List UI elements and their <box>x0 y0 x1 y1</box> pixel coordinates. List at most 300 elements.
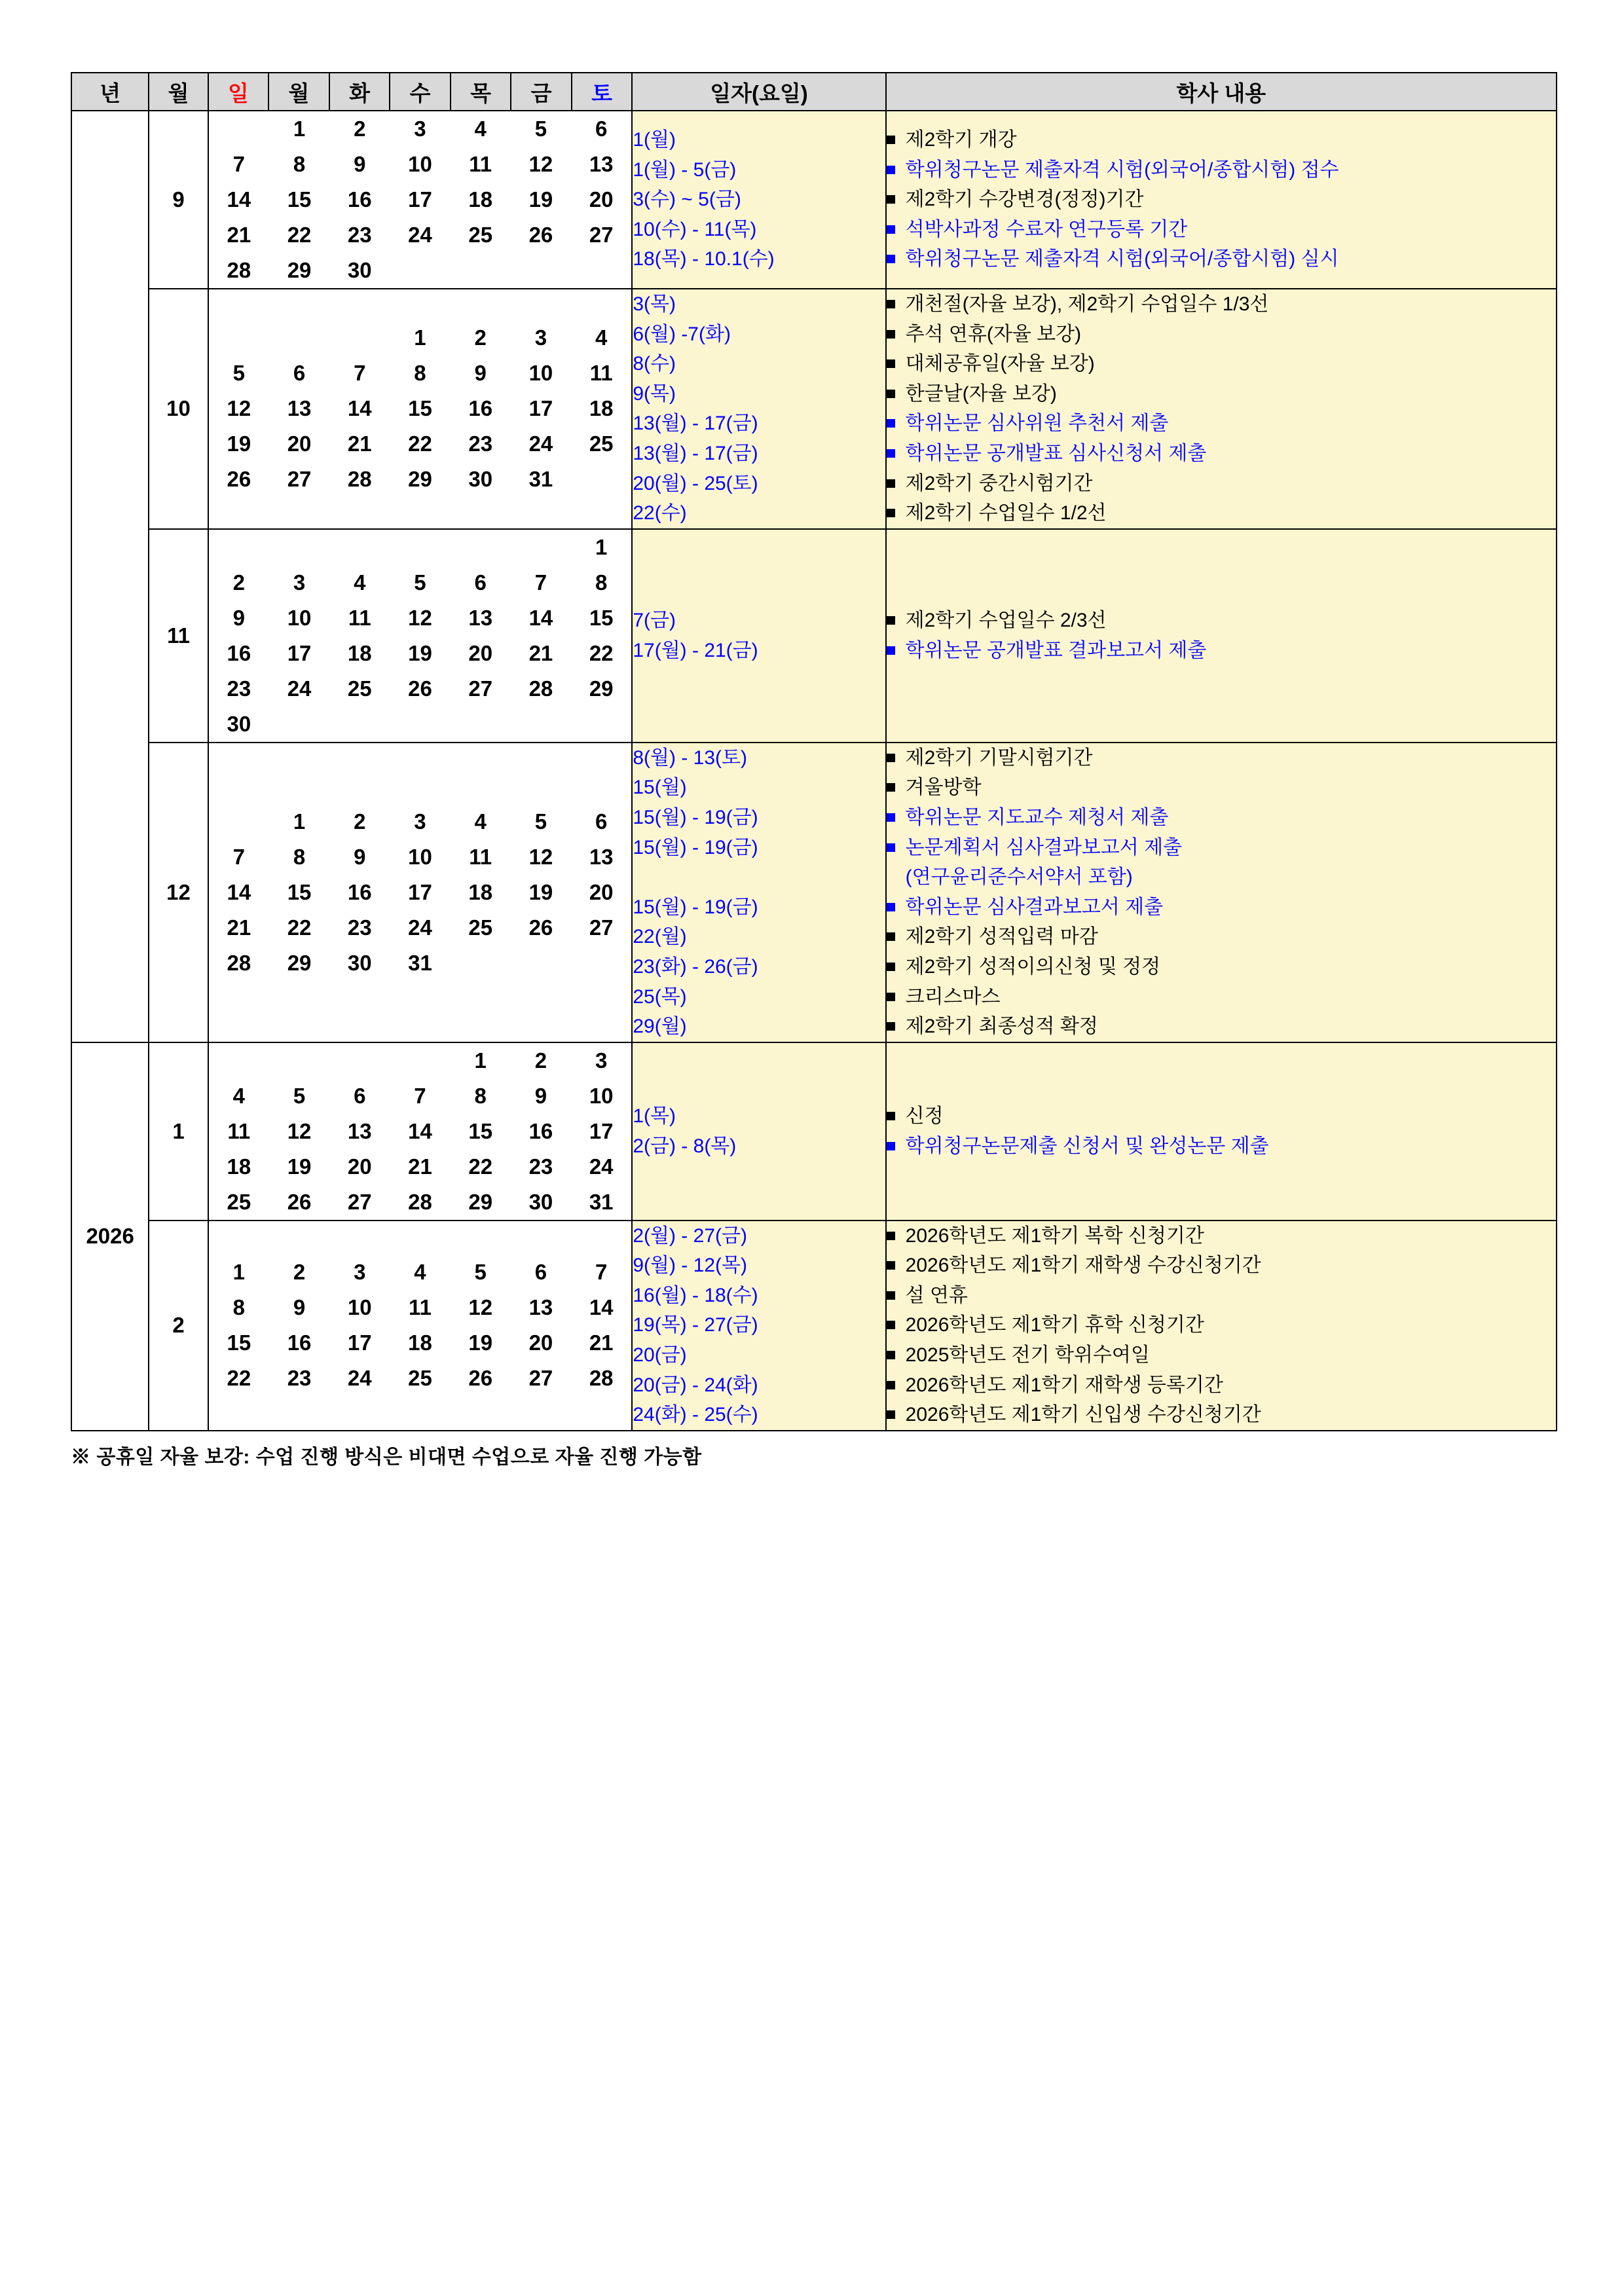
footnote: ※ 공휴일 자율 보강: 수업 진행 방식은 비대면 수업으로 자율 진행 가능함 <box>71 1446 702 1468</box>
day-cell: 23 <box>227 676 251 701</box>
month-day-grid <box>208 111 633 289</box>
content-item <box>887 952 1556 982</box>
day-cell: 29 <box>468 1189 493 1214</box>
day-cell: 5 <box>414 570 426 595</box>
day-cell-empty <box>269 530 329 565</box>
content-item <box>887 833 1556 863</box>
day-cell: 29 <box>408 467 432 492</box>
header-weekday-thu: 목 <box>451 73 511 111</box>
day-cell-empty <box>209 1043 269 1078</box>
day-cell: 2 <box>534 1048 547 1073</box>
day-cell: 18 <box>227 1154 251 1179</box>
day-cell: 25 <box>408 1366 432 1391</box>
square-bullet-icon <box>887 1261 895 1270</box>
square-bullet-icon <box>887 1022 895 1031</box>
content-item <box>887 743 1556 773</box>
day-cell: 10 <box>408 844 432 869</box>
week-row <box>209 671 632 707</box>
day-cell: 24 <box>528 431 553 456</box>
content-item-label: 제2학기 수업일수 1/2선 <box>905 502 1107 524</box>
day-cell: 15 <box>408 396 432 421</box>
content-item-label: 제2학기 성적입력 마감 <box>905 926 1098 948</box>
day-cell-empty <box>451 707 511 742</box>
content-item-label: 2026학년도 제1학기 재학생 수강신청기간 <box>905 1255 1261 1277</box>
day-cell: 18 <box>589 396 614 421</box>
date-item: 3(수) ~ 5(금) <box>633 189 741 211</box>
day-cell: 19 <box>408 640 432 665</box>
date-item: 18(목) - 10.1(수) <box>633 248 775 270</box>
header-year: 년 <box>71 73 149 111</box>
square-bullet-icon <box>887 813 895 822</box>
date-list-cell <box>632 111 885 289</box>
content-item <box>887 185 1556 215</box>
content-item <box>887 922 1556 952</box>
date-item: 20(금) - 24(화) <box>633 1374 758 1396</box>
day-cell: 22 <box>468 1154 493 1179</box>
square-bullet-icon <box>887 1381 895 1389</box>
content-item-label: 대체공휴일(자율 보강) <box>905 353 1095 375</box>
square-bullet-icon <box>887 646 895 655</box>
week-row <box>209 217 632 253</box>
day-cell: 25 <box>468 915 493 940</box>
day-cell-empty <box>329 320 390 356</box>
month-cell: 2 <box>149 1221 208 1431</box>
day-cell: 1 <box>474 1048 487 1073</box>
square-bullet-icon <box>887 1112 895 1120</box>
content-item <box>887 1340 1556 1370</box>
day-cell: 10 <box>528 361 553 386</box>
date-item: 3(목) <box>633 293 676 315</box>
date-item: 20(월) - 25(토) <box>633 472 758 494</box>
day-cell: 3 <box>534 325 547 350</box>
day-cell: 6 <box>595 809 608 834</box>
day-cell: 23 <box>468 431 493 456</box>
content-item <box>887 606 1556 636</box>
month-row <box>71 1042 1557 1221</box>
day-cell-empty <box>571 253 631 288</box>
day-cell: 21 <box>408 1154 432 1179</box>
table-header <box>71 73 1557 111</box>
header-month: 월 <box>149 73 208 111</box>
day-cell: 13 <box>528 1295 553 1320</box>
day-cell-empty <box>511 707 571 742</box>
content-item <box>887 155 1556 185</box>
date-item: 2(금) - 8(목) <box>633 1135 737 1157</box>
day-cell: 1 <box>414 325 426 350</box>
year-cell: 2026 <box>71 1042 149 1431</box>
content-item-label: 학위논문 지도교수 제청서 제출 <box>905 806 1169 828</box>
month-row <box>71 1221 1557 1431</box>
day-cell: 10 <box>287 605 312 630</box>
square-bullet-icon <box>887 963 895 971</box>
day-cell: 23 <box>347 223 372 247</box>
date-item: 9(월) - 12(목) <box>633 1255 747 1277</box>
content-item-label: 제2학기 최종성적 확정 <box>905 1016 1098 1038</box>
content-item <box>887 1221 1556 1251</box>
day-cell: 5 <box>293 1083 306 1108</box>
day-cell: 12 <box>468 1295 493 1320</box>
day-cell: 30 <box>468 467 493 492</box>
day-cell: 3 <box>414 809 426 834</box>
day-cell: 18 <box>408 1331 432 1355</box>
day-cell: 3 <box>354 1260 366 1285</box>
content-item-label: 2025학년도 전기 학위수여일 <box>905 1344 1150 1367</box>
day-cell: 15 <box>227 1331 251 1355</box>
day-cell: 12 <box>227 396 251 421</box>
date-item: 23(화) - 26(금) <box>633 955 758 978</box>
week-row <box>209 462 632 497</box>
content-item-label: 학위논문 심사위원 추천서 제출 <box>905 413 1169 435</box>
date-item: 16(월) - 18(수) <box>633 1284 758 1306</box>
date-item: 1(목) <box>633 1105 676 1128</box>
week-row <box>209 910 632 946</box>
date-list-cell <box>632 289 885 529</box>
day-cell: 16 <box>347 187 372 211</box>
day-cell: 3 <box>414 117 426 141</box>
day-cell: 28 <box>227 950 251 975</box>
week-row <box>209 1325 632 1361</box>
day-cell: 19 <box>227 431 251 456</box>
week-row <box>209 565 632 600</box>
day-cell: 26 <box>287 1189 312 1214</box>
week-row <box>209 1361 632 1396</box>
day-cell: 13 <box>287 396 312 421</box>
day-cell: 26 <box>227 467 251 492</box>
content-item-label: 겨울방학 <box>905 777 982 799</box>
day-cell: 21 <box>227 223 251 247</box>
day-cell: 4 <box>232 1083 245 1108</box>
day-cell: 28 <box>528 676 553 701</box>
date-item: 15(월) - 19(금) <box>633 806 758 828</box>
month-row <box>71 111 1557 289</box>
date-item: 8(월) - 13(토) <box>633 746 747 769</box>
day-cell: 20 <box>347 1154 372 1179</box>
content-item-label: 제2학기 성적이의신청 및 정정 <box>905 955 1161 978</box>
content-item <box>887 1400 1556 1430</box>
week-row <box>209 530 632 565</box>
day-cell: 10 <box>347 1295 372 1320</box>
header-weekday-wed: 수 <box>390 73 451 111</box>
day-cell: 5 <box>534 117 547 141</box>
date-item: 6(월) -7(화) <box>633 323 731 345</box>
week-row <box>209 253 632 288</box>
week-row <box>209 111 632 147</box>
square-bullet-icon <box>887 1410 895 1419</box>
day-cell: 24 <box>408 915 432 940</box>
day-cell: 20 <box>528 1331 553 1355</box>
content-item-label: 추석 연휴(자율 보강) <box>905 323 1082 345</box>
header-weekday-fri: 금 <box>511 73 572 111</box>
month-cell: 11 <box>149 529 208 743</box>
day-cell: 24 <box>287 676 312 701</box>
content-item-label: 제2학기 개강 <box>905 129 1017 151</box>
day-cell: 14 <box>408 1118 432 1143</box>
content-item-label: 학위청구논문 제출자격 시험(외국어/종합시험) 접수 <box>905 158 1339 181</box>
day-cell: 6 <box>354 1083 366 1108</box>
day-cell: 17 <box>528 396 553 421</box>
week-row <box>209 391 632 426</box>
day-cell: 3 <box>293 570 306 595</box>
day-cell: 7 <box>534 570 547 595</box>
week-row <box>209 426 632 462</box>
day-cell: 4 <box>474 809 487 834</box>
header-weekday-sat: 토 <box>572 73 633 111</box>
content-item-label: 설 연휴 <box>905 1284 968 1306</box>
week-row <box>209 356 632 391</box>
square-bullet-icon <box>887 783 895 792</box>
content-item <box>887 379 1556 409</box>
day-cell: 22 <box>227 1366 251 1391</box>
day-cell: 15 <box>468 1118 493 1143</box>
date-item: 8(수) <box>633 353 676 375</box>
day-cell: 7 <box>232 844 245 869</box>
day-cell: 22 <box>408 431 432 456</box>
day-cell: 14 <box>227 879 251 904</box>
square-bullet-icon <box>887 330 895 339</box>
day-cell-empty <box>390 707 450 742</box>
academic-calendar-table <box>71 72 1557 1431</box>
day-cell: 26 <box>468 1366 493 1391</box>
content-item <box>887 1012 1556 1042</box>
day-cell: 26 <box>528 915 553 940</box>
content-list-cell <box>886 111 1557 289</box>
month-cell: 9 <box>149 111 208 289</box>
day-cell: 28 <box>408 1189 432 1214</box>
day-cell: 2 <box>354 809 366 834</box>
day-cell: 1 <box>293 809 306 834</box>
week-row <box>209 600 632 636</box>
date-item: 19(목) - 27(금) <box>633 1314 758 1336</box>
day-cell: 9 <box>232 605 245 630</box>
content-item-label: 학위청구논문제출 신청서 및 완성논문 제출 <box>905 1135 1269 1157</box>
content-item <box>887 215 1556 245</box>
day-cell-empty <box>451 530 511 565</box>
day-cell: 30 <box>528 1189 553 1214</box>
day-cell: 2 <box>293 1260 306 1285</box>
header-weekday-tue: 화 <box>329 73 390 111</box>
day-cell: 9 <box>354 152 366 176</box>
day-cell: 16 <box>347 879 372 904</box>
week-row <box>209 839 632 875</box>
week-row <box>209 147 632 182</box>
week-row <box>209 1149 632 1184</box>
date-item: 15(월) - 19(금) <box>633 896 758 918</box>
content-item-label: 제2학기 수강변경(정정)기간 <box>905 189 1144 211</box>
date-item: 22(월) <box>633 926 687 948</box>
day-cell: 14 <box>528 605 553 630</box>
day-cell: 8 <box>595 570 608 595</box>
day-cell: 18 <box>347 640 372 665</box>
date-item: 25(목) <box>633 985 687 1008</box>
day-cell: 12 <box>408 605 432 630</box>
day-cell: 11 <box>469 844 492 869</box>
day-cell: 1 <box>293 117 306 141</box>
square-bullet-icon <box>887 225 895 234</box>
day-cell: 21 <box>227 915 251 940</box>
content-item-label: 제2학기 수업일수 2/3선 <box>905 610 1107 632</box>
square-bullet-icon <box>887 449 895 458</box>
week-row <box>209 1184 632 1220</box>
day-cell: 22 <box>287 915 312 940</box>
day-cell: 14 <box>227 187 251 211</box>
day-cell: 5 <box>232 361 245 386</box>
day-cell: 18 <box>468 187 493 211</box>
date-list-cell <box>632 1042 885 1221</box>
content-item <box>887 1251 1556 1281</box>
day-cell: 31 <box>408 950 432 975</box>
day-cell: 27 <box>468 676 493 701</box>
date-item: 20(금) <box>633 1344 687 1367</box>
date-item: 9(목) <box>633 382 676 405</box>
day-cell-empty <box>269 1043 329 1078</box>
day-cell: 16 <box>227 640 251 665</box>
square-bullet-icon <box>887 1142 895 1150</box>
day-cell: 20 <box>287 431 312 456</box>
content-list-cell <box>886 529 1557 743</box>
day-cell: 15 <box>287 879 312 904</box>
day-cell: 4 <box>354 570 366 595</box>
day-cell: 23 <box>528 1154 553 1179</box>
day-cell: 16 <box>287 1331 312 1355</box>
month-row <box>71 743 1557 1042</box>
day-cell-empty <box>571 462 631 497</box>
header-weekday-mon: 월 <box>268 73 329 111</box>
header-weekday-sun: 일 <box>208 73 269 111</box>
square-bullet-icon <box>887 166 895 174</box>
content-item <box>887 320 1556 350</box>
week-row <box>209 1290 632 1325</box>
week-row <box>209 707 632 742</box>
content-item <box>887 1101 1556 1131</box>
day-cell: 20 <box>468 640 493 665</box>
day-cell: 11 <box>348 605 371 630</box>
day-cell: 14 <box>347 396 372 421</box>
square-bullet-icon <box>887 843 895 852</box>
day-cell-empty <box>209 530 269 565</box>
day-cell: 6 <box>474 570 487 595</box>
day-cell: 7 <box>354 361 366 386</box>
month-day-grid <box>208 289 633 529</box>
day-cell: 9 <box>293 1295 306 1320</box>
content-item-label: 학위청구논문 제출자격 시험(외국어/종합시험) 실시 <box>905 248 1339 270</box>
day-cell: 8 <box>293 844 306 869</box>
content-item <box>887 469 1556 499</box>
day-cell: 27 <box>528 1366 553 1391</box>
content-item <box>887 862 1556 892</box>
content-list-cell <box>886 1042 1557 1221</box>
content-item <box>887 498 1556 528</box>
week-row <box>209 946 632 981</box>
date-item: 29(월) <box>633 1016 687 1038</box>
square-bullet-icon <box>887 195 895 204</box>
day-cell: 11 <box>469 152 492 176</box>
day-cell-empty <box>209 804 269 839</box>
week-row <box>209 1043 632 1078</box>
content-list-cell <box>886 1221 1557 1431</box>
day-cell: 7 <box>595 1260 608 1285</box>
day-cell: 16 <box>528 1118 553 1143</box>
content-list-cell <box>886 289 1557 529</box>
week-row <box>209 804 632 839</box>
day-cell: 15 <box>589 605 614 630</box>
square-bullet-icon <box>887 903 895 911</box>
day-cell: 25 <box>468 223 493 247</box>
day-cell: 25 <box>589 431 614 456</box>
day-cell: 19 <box>528 187 553 211</box>
day-cell: 13 <box>347 1118 372 1143</box>
content-item-label: 제2학기 중간시험기간 <box>905 472 1093 494</box>
day-cell: 26 <box>408 676 432 701</box>
content-item-label: 학위논문 공개발표 심사신청서 제출 <box>905 442 1207 464</box>
content-item <box>887 289 1556 320</box>
day-cell: 2 <box>354 117 366 141</box>
day-cell: 6 <box>293 361 306 386</box>
content-item-label: 크리스마스 <box>905 985 1001 1008</box>
square-bullet-icon <box>887 754 895 762</box>
content-item <box>887 1370 1556 1401</box>
day-cell: 21 <box>528 640 553 665</box>
day-cell: 19 <box>287 1154 312 1179</box>
table-body <box>71 111 1557 1431</box>
day-cell: 4 <box>474 117 487 141</box>
content-item <box>887 892 1556 923</box>
day-cell: 1 <box>232 1260 245 1285</box>
week-row <box>209 875 632 910</box>
date-item: 22(수) <box>633 502 687 524</box>
day-cell-empty <box>511 253 571 288</box>
content-item <box>887 1131 1556 1162</box>
day-cell: 11 <box>227 1118 251 1143</box>
content-item-label: 학위논문 공개발표 결과보고서 제출 <box>905 639 1207 661</box>
day-cell: 29 <box>287 258 312 282</box>
day-cell: 13 <box>589 152 614 176</box>
day-cell: 3 <box>595 1048 608 1073</box>
day-cell-empty <box>451 946 511 981</box>
month-day-grid <box>208 1221 633 1431</box>
day-cell-empty <box>329 707 390 742</box>
content-item-label: (연구윤리준수서약서 포함) <box>905 866 1133 889</box>
content-item <box>887 982 1556 1012</box>
day-cell: 20 <box>589 187 614 211</box>
date-list-cell <box>632 1221 885 1431</box>
month-row <box>71 289 1557 529</box>
square-bullet-icon <box>887 616 895 625</box>
day-cell: 6 <box>595 117 608 141</box>
day-cell-empty <box>511 530 571 565</box>
day-cell-empty <box>571 707 631 742</box>
month-cell: 12 <box>149 743 208 1042</box>
day-cell: 17 <box>408 187 432 211</box>
square-bullet-icon <box>887 479 895 488</box>
month-day-grid <box>208 743 633 1042</box>
date-list-cell <box>632 743 885 1042</box>
day-cell-empty <box>451 253 511 288</box>
content-item-label: 논문계획서 심사결과보고서 제출 <box>905 836 1183 858</box>
day-cell: 5 <box>534 809 547 834</box>
day-cell-empty <box>269 320 329 356</box>
day-cell: 9 <box>474 361 487 386</box>
day-cell: 31 <box>589 1189 614 1214</box>
content-item <box>887 636 1556 666</box>
day-cell: 4 <box>595 325 608 350</box>
content-item <box>887 439 1556 469</box>
day-cell: 5 <box>474 1260 487 1285</box>
day-cell: 13 <box>468 605 493 630</box>
day-cell-empty <box>329 1043 390 1078</box>
week-row <box>209 1255 632 1290</box>
day-cell: 8 <box>232 1295 245 1320</box>
day-cell: 26 <box>528 223 553 247</box>
